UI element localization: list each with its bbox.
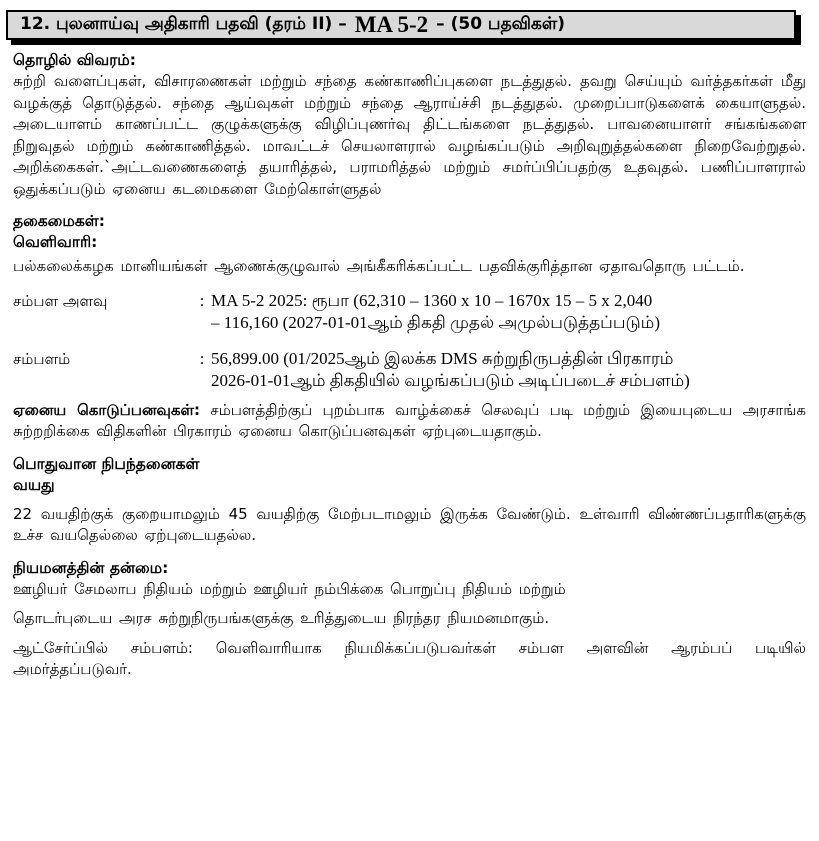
allowances-heading: ஏனைய கொடுப்பனவுகள்: (13, 400, 200, 419)
title-code: MA 5-2 (354, 12, 429, 37)
general-conditions-heading: பொதுவான நிபந்தனைகள் (13, 454, 200, 473)
appointment-line2: தொடர்புடைய அரச சுற்றுநிருபங்களுக்கு உரித்துடைய நிரந்தர நியமனமாகும். (13, 609, 550, 627)
title-suffix: – (50 பதவிகள்) (436, 14, 565, 34)
salary-row (13, 348, 806, 392)
title-prefix: 12. புலனாய்வு அதிகாரி பதவி (தரம் II) – (20, 14, 347, 34)
appointment-line1: ஊழியர் சேமலாப நிதியம் மற்றும் ஊழியர் நம்பிக்கை பொறுப்பு நிதியம் மற்றும் (13, 579, 566, 598)
age-text: 22 வயதிற்குக் குறையாமலும் 45 வயதிற்கு மேற்படாமலும் இருக்க வேண்டும். உள்வாரி விண்ணப்பதாரிகளுக்கு உச்ச வயதெல்லை ஏற்புடையதல்ல. (13, 504, 806, 544)
qualifications-heading: தகைமைகள்: (13, 212, 105, 230)
external-text: பல்கலைக்கழக மானியங்கள் ஆணைக்குழுவால் அங்கீகரிக்கப்பட்ட பதவிக்குரித்தான ஏதாவதொரு பட்டம். (13, 257, 745, 275)
document-body (13, 50, 806, 681)
salary-label: சம்பளம் (13, 349, 71, 368)
salary-colon: : (199, 349, 205, 368)
section-title-bar (6, 10, 796, 40)
salary-value-line2: 2026-01-01ஆம் திகதியில் வழங்கப்படும் அடிப்படைச் சம்பளம்) (211, 370, 690, 390)
salary-scale-value-line1: MA 5-2 2025: ரூபா (62,310 – 1360 x 10 – 1670x 15 – 5 x 2,040 (211, 290, 653, 310)
allowances-paragraph (13, 400, 806, 443)
salary-scale-label: சம்பள அளவு (13, 291, 108, 310)
appointment-heading: நியமனத்தின் தன்மை: (13, 558, 169, 577)
external-heading: வெளிவாரி: (13, 233, 98, 251)
age-heading: வயது (13, 475, 55, 494)
salary-value-line1: 56,899.00 (01/2025ஆம் இலக்க DMS சுற்றுநிருபத்தின் பிரகாரம் (211, 348, 674, 368)
appointment-line3: ஆட்சேர்ப்பில் சம்பளம்: வெளிவாரியாக நியமிக்கப்படுபவர்கள் சம்பள அளவின் ஆரம்பப் படியில் அமர்த்தப்படுவர். (13, 638, 806, 678)
allowances-text: சம்பளத்திற்குப் புறம்பாக வாழ்க்கைச் செலவுப் படி மற்றும் இயைபுடைய அரசாங்க சுற்றறிக்கை விதிகளின் பிரகாரம் ஏனைய கொடுப்பனவுகள் ஏற்புடையதாகும். (13, 400, 806, 440)
job-description-text: சுற்றி வளைப்புகள், விசாரணைகள் மற்றும் சந்தை கண்காணிப்புகளை நடத்துதல். தவறு செய்யும் வர்த்தகர்கள் மீது வழக்குத் தொடுத்தல். சந்தை ஆய்வுகள் மற்றும் சந்தை ஆராய்ச்சி நடத்துதல். முறைப்பாடுகளைக் கையாளுதல். அடையாளம் காணப்பட்ட குழுக்களுக்கு விழிப்புணர்வு திட்டங்களை நடத்துதல். பாவனையாளர் சங்கங்களை நிறுவுதல் மற்றும் கண்காணித்தல். மாவட்டச் செயலாளரால் வழங்கப்படும் அறிவுறுத்தல்களை நிறைவேற்றுதல். அறிக்கைகள்.`அட்டவணைகளைத் தயாரித்தல், பராமரித்தல் மற்றும் சமர்ப்பிப்பதற்கு உதவுதல். பணிப்பாளரால் ஒதுக்கப்படும் ஏனைய கடமைகளை மேற்கொள்ளுதல் (13, 72, 806, 198)
salary-scale-colon: : (199, 291, 205, 310)
salary-scale-row (13, 290, 806, 334)
job-description-heading: தொழில் விவரம்: (13, 51, 136, 69)
salary-scale-value-line2: – 116,160 (2027-01-01ஆம் திகதி முதல் அமுல்படுத்தப்படும்) (211, 312, 660, 332)
